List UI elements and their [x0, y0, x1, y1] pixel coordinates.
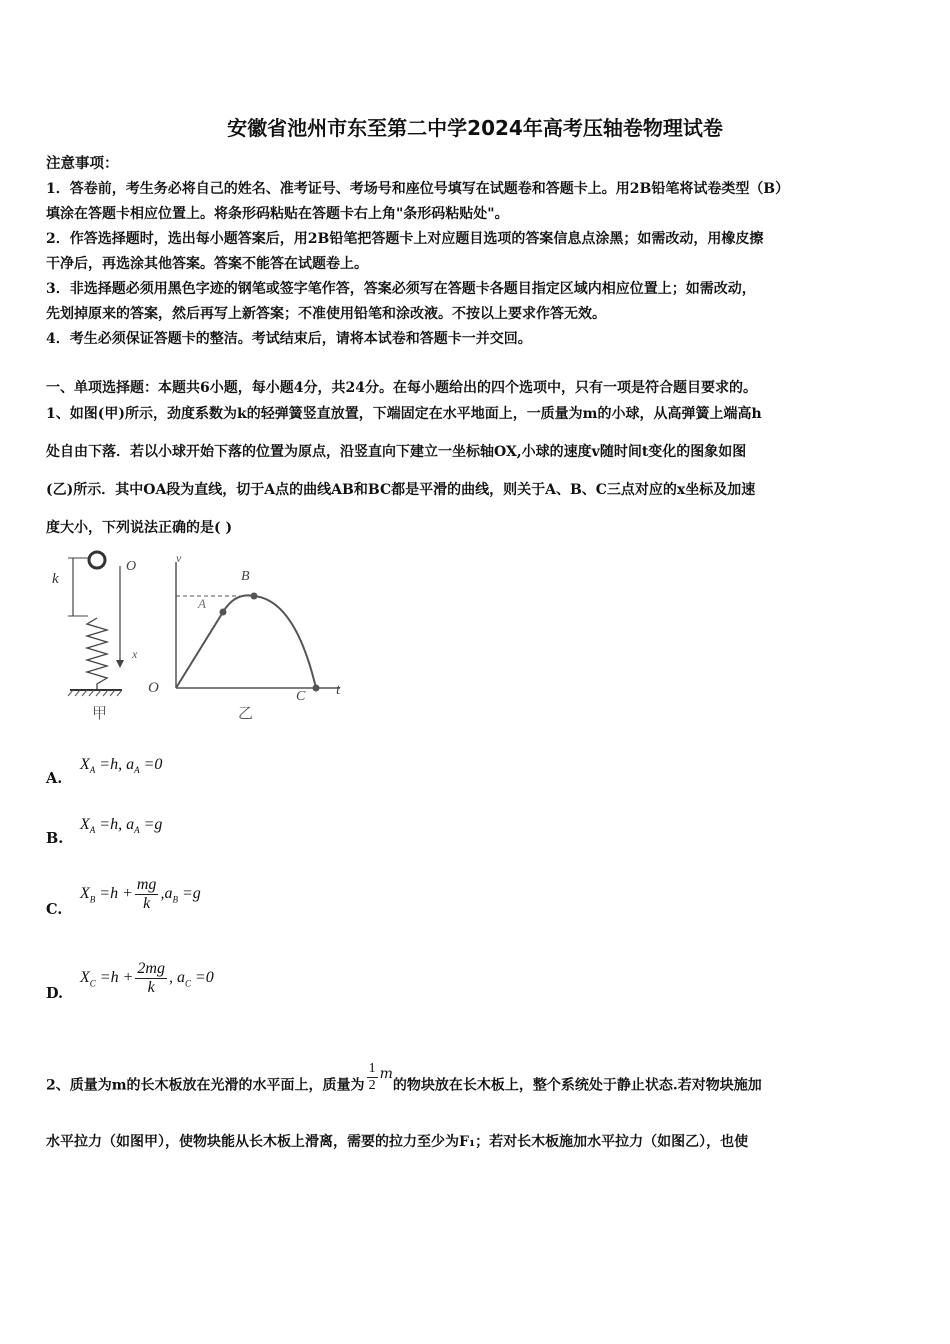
- option-d-label: D.: [46, 985, 64, 1002]
- question-text: 1、如图(甲)所示，劲度系数为k的轻弹簧竖直放置，下端固定在水平地面上，一质量为m的小球，从高弹簧上端高h: [46, 406, 762, 422]
- yi-t-label: t: [336, 682, 341, 698]
- notes-line: 4．考生必须保证答题卡的整洁。考试结束后，请将本试卷和答题卡一并交回。: [46, 331, 532, 347]
- notes-line: 先划掉原来的答案，然后再写上新答案；不准使用铅笔和涂改液。不按以上要求作答无效。: [46, 306, 606, 322]
- ball: [89, 552, 105, 568]
- option-c-label: C.: [46, 901, 63, 918]
- q2-line-2: 水平拉力（如图甲），使物块能从长木板上滑离，需要的拉力至少为F₁；若对长木板施加水平拉力（如图乙），也使: [46, 1134, 749, 1150]
- yi-o-label: O: [148, 680, 159, 696]
- jia-k-label: k: [52, 571, 59, 587]
- option-a-formula: $X_A =h$, $a_A =0$: [80, 756, 163, 776]
- option-a-label: A.: [46, 770, 63, 787]
- notes-heading: 注意事项：: [46, 155, 119, 172]
- option-b-label: B.: [46, 830, 64, 847]
- notes-line: 1．答卷前，考生务必将自己的姓名、准考证号、考场号和座位号填写在试题卷和答题卡上。用2B铅笔将试卷类型（B）: [46, 181, 790, 197]
- option-d-formula: $X_C =h$ + $\frac{2mg}{k}$ , $a_C =0$: [80, 960, 214, 996]
- jia-o-label: O: [126, 559, 137, 574]
- notes-line: 2．作答选择题时，选出每小题答案后，用2B铅笔把答题卡上对应题目选项的答案信息点涂黑；如需改动，用橡皮擦: [46, 231, 764, 247]
- q1-figure: [40, 548, 360, 723]
- jia-x-label: x: [132, 647, 138, 661]
- notes-line: 3．非选择题必须用黑色字迹的钢笔或签字笔作答，答案必须写在答题卡各题目指定区域内相应位置上；如需改动，: [46, 281, 756, 297]
- yi-b-label: B: [241, 569, 250, 584]
- yi-a-label: A: [198, 596, 206, 611]
- yi-v-label: v: [176, 551, 182, 565]
- question-text: 处自由下落．若以小球开始下落的位置为原点，沿竖直向下建立一坐标轴OX,小球的速度v随时间t变化的图象如图: [46, 444, 747, 460]
- page-title: 安徽省池州市东至第二中学2024年高考压轴卷物理试卷: [227, 116, 723, 140]
- yi-c-label: C: [296, 689, 306, 704]
- jia-caption: 甲: [92, 706, 108, 722]
- spring: [87, 618, 107, 690]
- v-t-curve: [176, 595, 316, 688]
- q2-line-1: 2、质量为m的长木板放在光滑的水平面上，质量为 $\frac{1}{2}$ m的物块放在长木板上，整个系统处于静止状态.若对物块施加: [46, 1061, 762, 1094]
- yi-caption: 乙: [238, 706, 254, 722]
- question-text: 度大小，下列说法正确的是( ): [46, 520, 233, 536]
- option-b-formula: $X_A =h$, $a_A =g$: [80, 816, 163, 836]
- notes-line: 填涂在答题卡相应位置上。将条形码粘贴在答题卡右上角"条形码粘贴处"。: [46, 206, 509, 222]
- question-text: (乙)所示．其中OA段为直线，切于A点的曲线AB和BC都是平滑的曲线，则关于A、B、C三点对应的x坐标及加速: [46, 482, 756, 498]
- section-heading: 一、单项选择题：本题共6小题，每小题4分，共24分。在每小题给出的四个选项中，只有一项是符合题目要求的。: [46, 380, 757, 396]
- notes-line: 干净后，再选涂其他答案。答案不能答在试题卷上。: [46, 256, 368, 272]
- option-c-formula: $X_B =h$ + $\frac{mg}{k}$ $,a_B =g$: [80, 876, 201, 912]
